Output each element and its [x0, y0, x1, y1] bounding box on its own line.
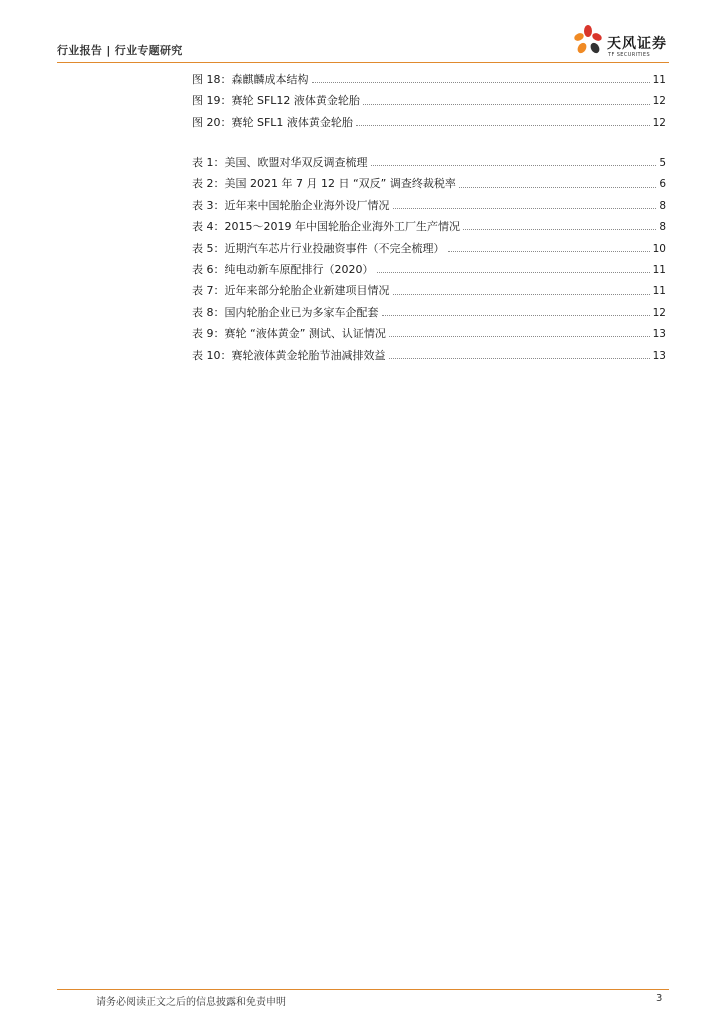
- toc-leader-dots: [463, 229, 656, 230]
- toc-entry-title: 表 1：美国、欧盟对华双反调查梳理: [192, 156, 368, 169]
- toc-entry-title: 表 3：近年来中国轮胎企业海外设厂情况: [192, 198, 390, 212]
- toc-entry-page: 11: [652, 263, 666, 276]
- toc-entry[interactable]: [192, 345, 666, 366]
- toc-entry[interactable]: [192, 195, 666, 216]
- toc-leader-dots: [393, 294, 650, 295]
- toc-entry-title: 表 2：美国 2021 年 7 月 12 日 “双反” 调查终裁税率: [192, 177, 456, 191]
- toc-entry-title: 表 4：2015～2019 年中国轮胎企业海外工厂生产情况: [192, 220, 460, 234]
- toc-entry-title: 表 7：近年来部分轮胎企业新建项目情况: [192, 284, 390, 298]
- logo-text-en: TF SECURITIES: [608, 52, 651, 58]
- toc-entry-title: 表 9：赛轮 “液体黄金” 测试、认证情况: [192, 327, 386, 341]
- toc-entry[interactable]: [192, 173, 666, 194]
- toc-leader-dots: [356, 125, 650, 126]
- toc-leader-dots: [389, 336, 650, 337]
- toc-entry-page: 8: [659, 199, 666, 212]
- toc-entry[interactable]: [192, 112, 666, 133]
- report-category: 行业报告 | 行业专题研究: [57, 44, 183, 57]
- footer-divider: [57, 989, 669, 990]
- toc-entry-page: 12: [652, 306, 666, 319]
- header-divider: [57, 62, 669, 63]
- toc-entry-page: 11: [652, 74, 666, 86]
- toc-entry[interactable]: [192, 69, 666, 90]
- toc-entry[interactable]: [192, 302, 666, 323]
- toc-entry-page: 13: [652, 349, 666, 362]
- toc-leader-dots: [363, 104, 650, 105]
- toc-leader-dots: [377, 272, 650, 273]
- toc-leader-dots: [393, 208, 657, 209]
- toc-entry-page: 11: [652, 285, 666, 298]
- toc-entry[interactable]: [192, 216, 666, 237]
- logo-text-cn: 天风证券: [607, 36, 667, 52]
- toc-leader-dots: [382, 315, 650, 316]
- toc-leader-dots: [459, 187, 656, 188]
- table-list: [192, 152, 666, 366]
- figure-list: [192, 69, 666, 133]
- toc-entry-page: 12: [652, 116, 666, 129]
- toc-entry-page: 12: [652, 95, 666, 108]
- toc-leader-dots: [448, 251, 650, 252]
- toc-entry-title: 图 18：森麒麟成本结构: [192, 73, 309, 86]
- toc-entry-page: 13: [652, 328, 666, 341]
- toc-entry-page: 6: [659, 178, 666, 191]
- toc-entry-page: 10: [652, 242, 666, 255]
- toc-entry[interactable]: [192, 323, 666, 344]
- toc-entry-title: 图 19：赛轮 SFL12 液体黄金轮胎: [192, 94, 360, 108]
- toc-entry[interactable]: [192, 280, 666, 301]
- flower-logo-icon: [571, 24, 605, 60]
- toc-entry-page: 8: [659, 221, 666, 234]
- toc-entry-page: 5: [659, 157, 666, 169]
- toc-leader-dots: [312, 82, 650, 83]
- toc-entry[interactable]: [192, 152, 666, 173]
- toc-entry-title: 表 8：国内轮胎企业已为多家车企配套: [192, 305, 379, 319]
- toc-entry-title: 表 5：近期汽车芯片行业投融资事件（不完全梳理）: [192, 241, 445, 255]
- toc-entry[interactable]: [192, 238, 666, 259]
- toc-entry[interactable]: [192, 259, 666, 280]
- page-number: 3: [656, 993, 663, 1004]
- toc-leader-dots: [389, 358, 650, 359]
- toc-entry-title: 图 20：赛轮 SFL1 液体黄金轮胎: [192, 115, 353, 129]
- footer-disclaimer: 请务必阅读正文之后的信息披露和免责申明: [96, 997, 286, 1008]
- toc-entry-title: 表 10：赛轮液体黄金轮胎节油减排效益: [192, 348, 386, 362]
- toc-entry[interactable]: [192, 90, 666, 111]
- toc-entry-title: 表 6：纯电动新车原配排行（2020）: [192, 262, 374, 276]
- company-logo: [571, 24, 671, 62]
- toc-leader-dots: [371, 165, 657, 166]
